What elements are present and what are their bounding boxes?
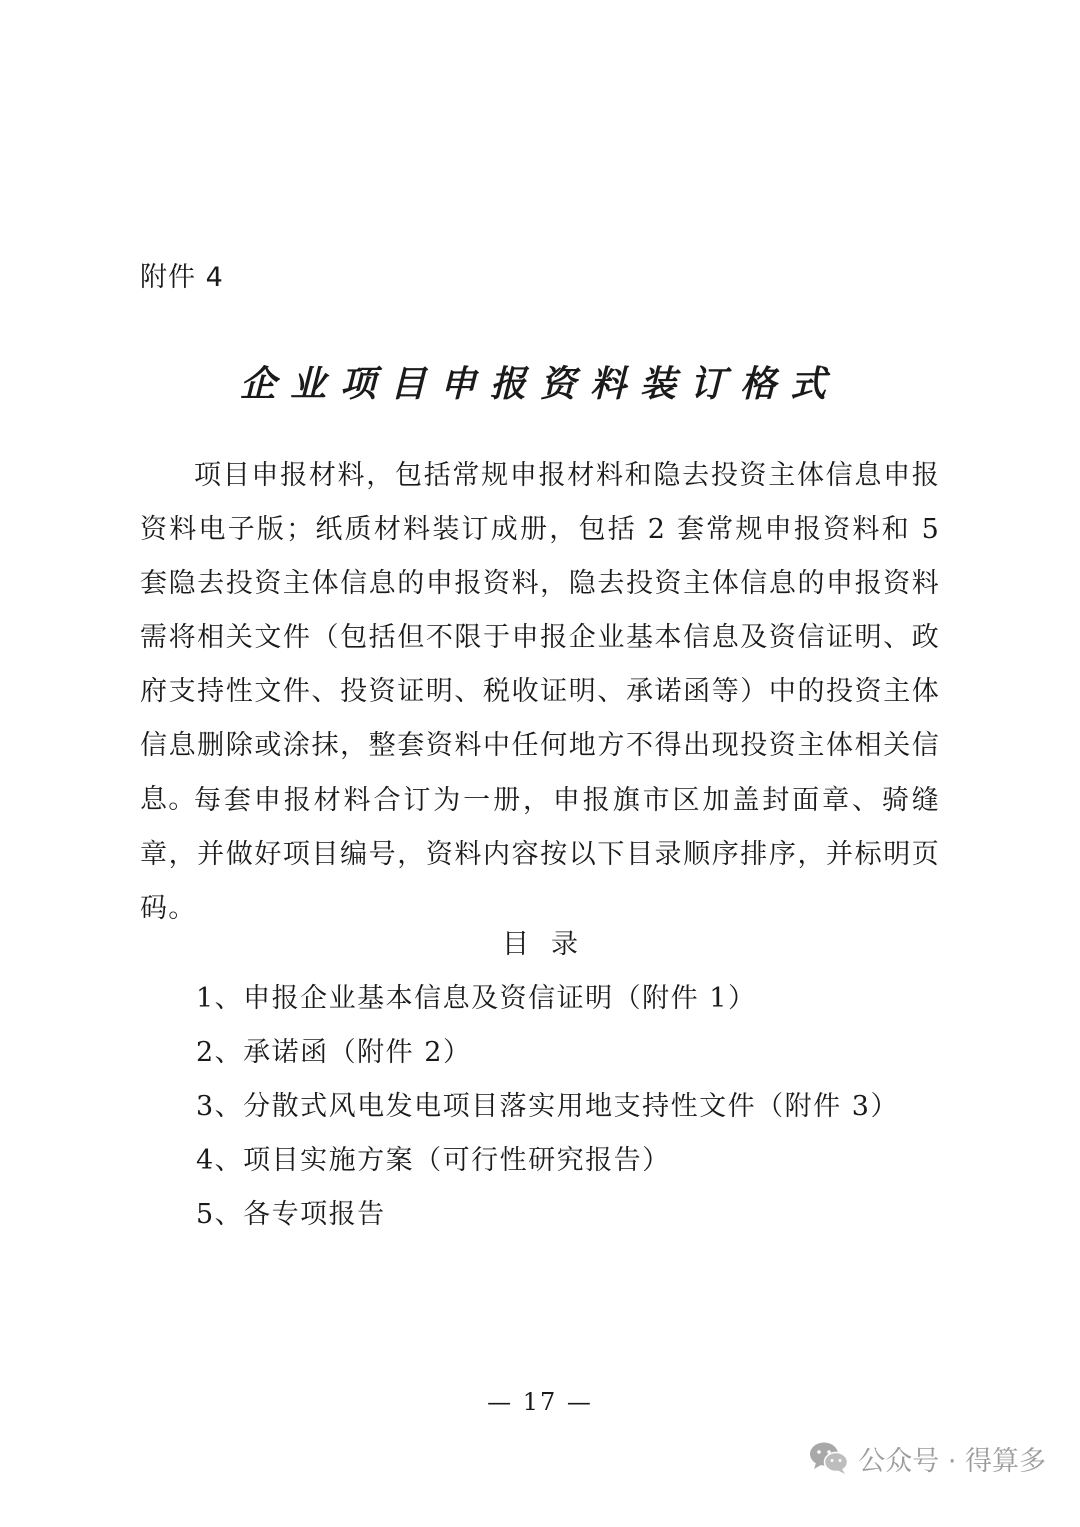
watermark-text: 公众号 · 得算多	[858, 1445, 1046, 1477]
toc-heading: 目录	[502, 929, 600, 960]
toc-item-4: 4、项目实施方案（可行性研究报告）	[196, 1145, 671, 1176]
toc-item-5: 5、各专项报告	[196, 1199, 386, 1230]
body-paragraph-2: 每套申报材料合订为一册，申报旗市区加盖封面章、骑缝章，并做好项目编号，资料内容按以下目录顺序排序，并标明页码。	[140, 785, 940, 924]
page-number: — 17 —	[487, 1388, 593, 1416]
toc-item-2: 2、承诺函（附件 2）	[196, 1037, 472, 1068]
document-title: 企业项目申报资料装订格式	[239, 363, 840, 405]
body-paragraph-1: 项目申报材料，包括常规申报材料和隐去投资主体信息申报资料电子版；纸质材料装订成册，包括 2 套常规申报资料和 5 套隐去投资主体信息的申报资料，隐去投资主体信息的申报资料需将相关文件（包括但不限于申报企业基本信息及资信证明、政府支持性文件、投资证明、税收证明、承诺函等）中的投资主体信息删除或涂抹，整套资料中任何地方不得出现投资主体相关信息。	[140, 460, 940, 815]
toc-item-1: 1、申报企业基本信息及资信证明（附件 1）	[196, 983, 757, 1014]
wechat-icon	[808, 1440, 850, 1476]
watermark	[808, 1436, 1046, 1480]
toc-list	[196, 972, 956, 1242]
attachment-label: 附件 4	[140, 262, 224, 293]
toc-item-3: 3、分散式风电发电项目落实用地支持性文件（附件 3）	[196, 1091, 899, 1122]
